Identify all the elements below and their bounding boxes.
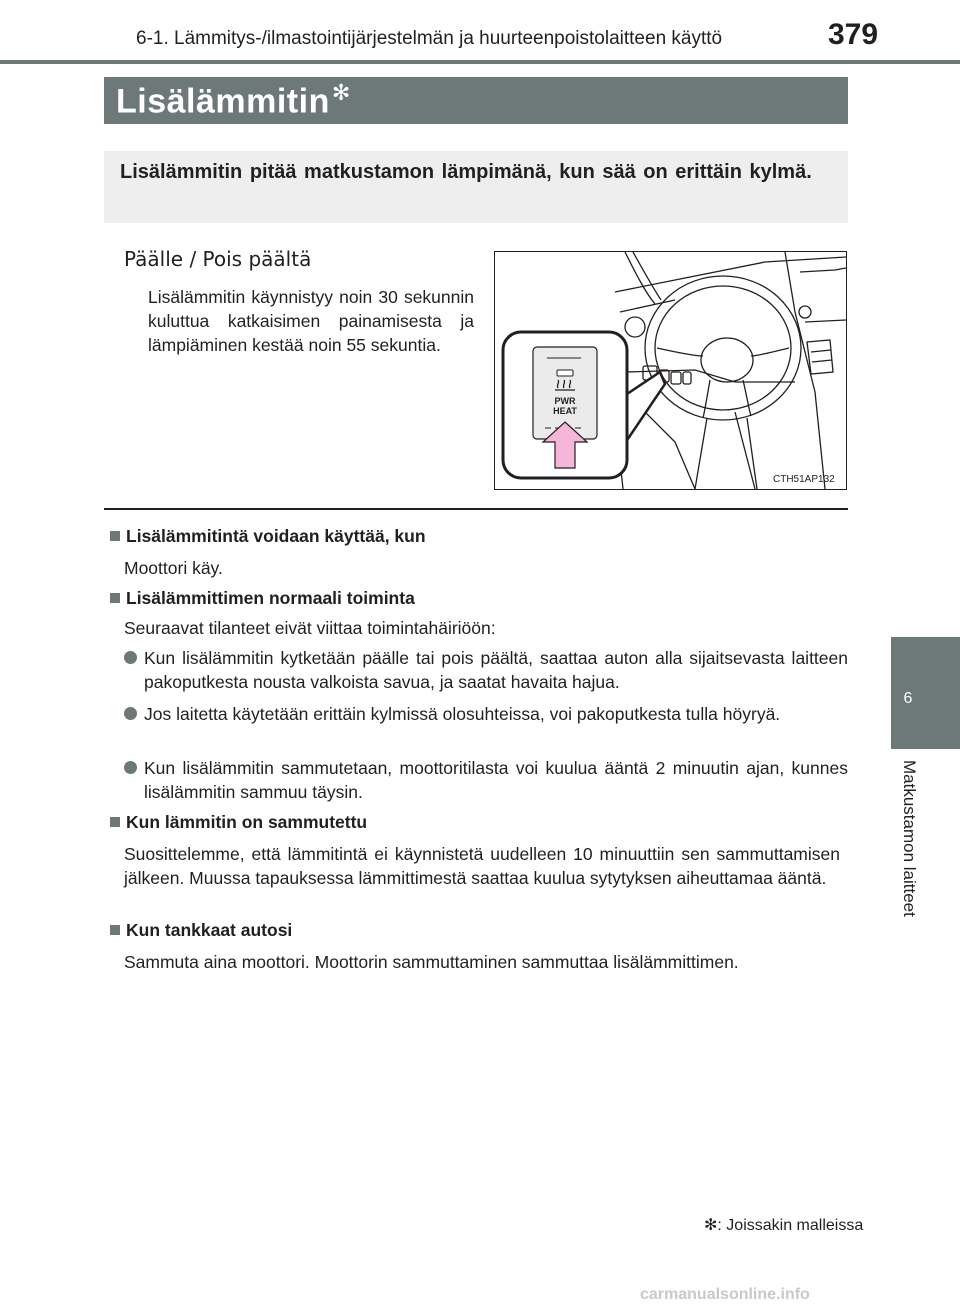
- watermark: carmanualsonline.info: [640, 1286, 810, 1303]
- on-off-title: Päälle / Pois päältä: [124, 247, 312, 271]
- section-text-normal-operation: Seuraavat tilanteet eivät viittaa toimintahäiriöön:: [124, 618, 496, 638]
- square-bullet-icon: [110, 925, 120, 935]
- square-bullet-icon: [110, 531, 120, 541]
- chapter-title: 6-1. Lämmitys-/ilmastointijärjestelmän ja huurteenpoistolaitteen käyttö: [136, 28, 723, 49]
- header-rule: [0, 60, 960, 64]
- figure-code: CTH51AP132: [773, 474, 835, 485]
- chapter-tab-number: 6: [903, 690, 913, 707]
- bullet-icon: [124, 761, 137, 774]
- bullet-icon: [124, 651, 137, 664]
- square-bullet-icon: [110, 593, 120, 603]
- dashboard-illustration: [494, 251, 847, 490]
- list-item: Kun lisälämmitin kytketään päälle tai pois päältä, saattaa auton alla sijaitsevasta laitteen pakoputkesta nousta valkoista savua, ja saatat havaita hajua.: [124, 646, 848, 694]
- chapter-tab-label: Matkustamon laitteet: [900, 760, 919, 917]
- list-item: Kun lisälämmitin sammutetaan, moottoritilasta voi kuulua ääntä 2 minuutin ajan, kunnes lisälämmitin sammuu täysin.: [124, 756, 848, 804]
- page-title-text: Lisälämmitin: [116, 82, 330, 121]
- section-text-refueling: Sammuta aina moottori. Moottorin sammuttaminen sammuttaa lisälämmittimen.: [124, 952, 739, 972]
- square-bullet-icon: [110, 817, 120, 827]
- section-heading-text: Kun lämmitin on sammutettu: [126, 812, 368, 832]
- section-heading-usage: [110, 526, 426, 547]
- section-heading-text: Lisälämmittimen normaali toiminta: [126, 588, 415, 608]
- section-text-usage: Moottori käy.: [124, 558, 223, 578]
- section-heading-after-shutdown: [110, 812, 367, 833]
- bullet-icon: [124, 707, 137, 720]
- footnote: ✻: Joissakin malleissa: [704, 1217, 864, 1234]
- page-number: 379: [828, 18, 879, 51]
- heat-label: HEAT: [553, 406, 577, 416]
- on-off-description: Lisälämmitin käynnistyy noin 30 sekunnin kuluttua katkaisimen painamisesta ja lämpiäminen kestää noin 55 sekuntia.: [148, 287, 474, 355]
- section-text-after-shutdown: Suosittelemme, että lämmitintä ei käynnistetä uudelleen 10 minuuttiin sen sammuttamisen jälkeen. Muussa tapauksessa lämmittimestä saattaa kuulua sytytyksen aiheuttamaa ääntä.: [124, 844, 840, 888]
- section-heading-normal-operation: [110, 588, 415, 609]
- section-heading-text: Kun tankkaat autosi: [126, 920, 293, 940]
- section-heading-refueling: [110, 920, 292, 941]
- list-item: Jos laitetta käytetään erittäin kylmissä olosuhteissa, voi pakoputkesta tulla höyryä.: [124, 702, 848, 726]
- pwr-label: PWR: [554, 396, 576, 406]
- section-divider: [104, 508, 848, 510]
- page-title: [116, 80, 351, 121]
- section-heading-text: Lisälämmitintä voidaan käyttää, kun: [126, 526, 426, 546]
- intro-text: Lisälämmitin pitää matkustamon lämpimänä, kun sää on erittäin kylmä.: [120, 161, 812, 183]
- dashboard-drawing: [495, 252, 846, 489]
- optional-marker: ✻: [331, 80, 351, 105]
